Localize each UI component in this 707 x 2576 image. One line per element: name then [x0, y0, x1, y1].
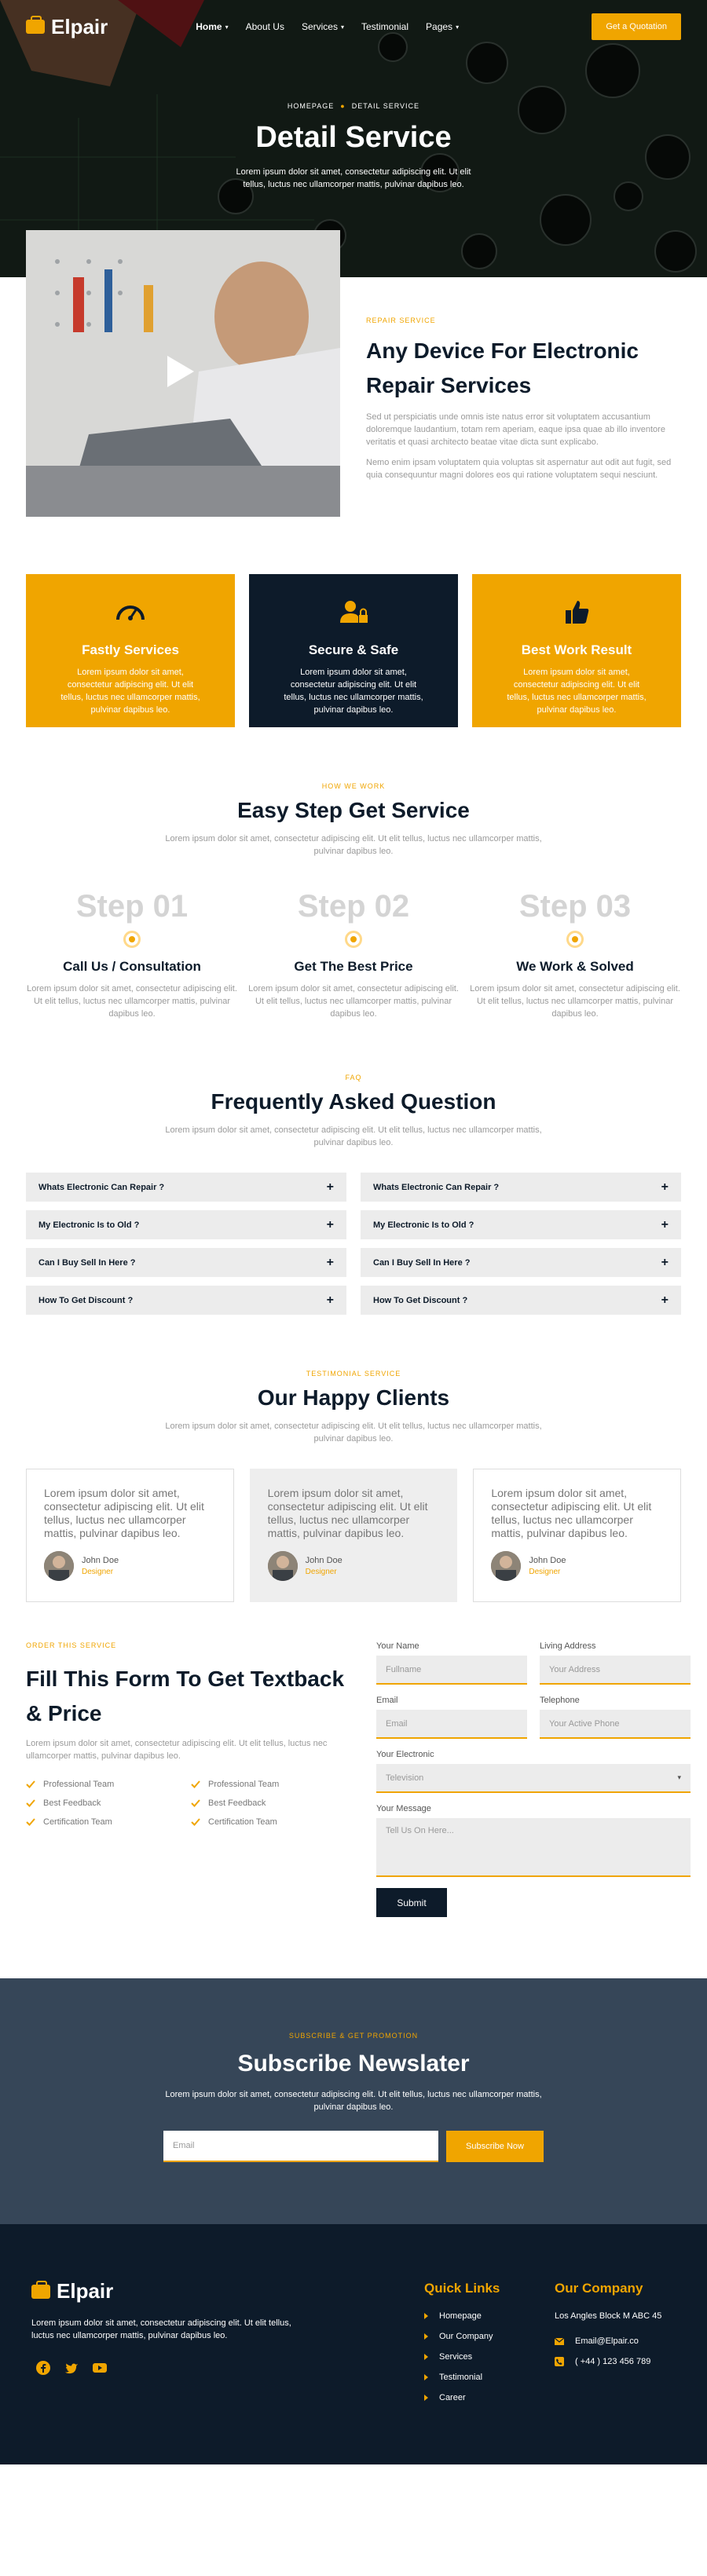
caret-right-icon [424, 2395, 428, 2401]
brand-logo[interactable] [26, 15, 108, 39]
name-label: Your Name [376, 1641, 419, 1651]
faq-item[interactable] [361, 1286, 681, 1315]
step-item [247, 889, 460, 1020]
company-phone[interactable]: ( +44 ) 123 456 789 [555, 2351, 661, 2372]
order-section [0, 1641, 707, 1917]
step-item [469, 889, 681, 1020]
steps-title: Easy Step Get Service [237, 798, 470, 822]
nav-item-about[interactable]: About Us [245, 21, 284, 32]
toolbox-icon [26, 20, 45, 34]
chevron-down-icon: ▾ [225, 23, 229, 31]
social-links [36, 2361, 107, 2375]
plus-icon: + [661, 1255, 669, 1269]
author-name: John Doe [529, 1556, 566, 1565]
testimonial-card [26, 1469, 234, 1602]
check-icon [26, 1780, 35, 1788]
check-icon [191, 1799, 200, 1807]
plus-icon: + [326, 1255, 334, 1269]
faq-section [0, 1074, 707, 1315]
youtube-icon[interactable] [93, 2361, 107, 2375]
order-form [376, 1641, 691, 1917]
step-text: Lorem ipsum dolor sit amet, consectetur adipiscing elit. Ut elit tellus, luctus nec ullamcorper mattis, pulvinar dapibus leo. [470, 984, 680, 1019]
chevron-down-icon: ▾ [456, 23, 460, 31]
chevron-down-icon: ▾ [340, 23, 344, 31]
submit-button[interactable]: Submit [376, 1888, 447, 1917]
subscribe-form [0, 2131, 707, 2162]
faq-header [0, 1074, 707, 1149]
steps-section [0, 782, 707, 1020]
breadcrumb-current: DETAIL SERVICE [351, 102, 420, 110]
feature-text: Lorem ipsum dolor sit amet, consectetur adipiscing elit. Ut elit tellus, luctus nec ullamcorper mattis, pulvinar dapibus leo. [507, 668, 647, 715]
plus-icon: + [326, 1293, 334, 1307]
newsletter-email-input[interactable]: Email [163, 2131, 438, 2162]
about-paragraph-2: Nemo enim ipsam voluptatem quia voluptas sit aspernatur aut odit aut fugit, sed quia consequuntur magni dolores eos qui ratione voluptatem sequi nesciunt. [366, 458, 672, 480]
faq-question: Can I Buy Sell In Here ? [373, 1257, 471, 1268]
author-name: John Doe [82, 1556, 119, 1565]
order-info [26, 1641, 356, 1917]
footer-link[interactable]: Services [424, 2347, 500, 2367]
testimonial-card [250, 1469, 458, 1602]
breadcrumb-separator-icon: ● [340, 102, 346, 110]
steps-text: Lorem ipsum dolor sit amet, consectetur adipiscing elit. Ut elit tellus, luctus nec ullamcorper mattis, pulvinar dapibus leo. [165, 834, 542, 856]
hero-subtitle: Lorem ipsum dolor sit amet, consectetur adipiscing elit. Ut elit tellus, luctus nec ullamcorper mattis, pulvinar dapibus leo. [236, 167, 471, 189]
testimonials-tag: TESTIMONIAL SERVICE [306, 1370, 401, 1378]
order-title: Fill This Form To Get Textback & Price [26, 1667, 345, 1725]
subscribe-button[interactable]: Subscribe Now [446, 2131, 544, 2162]
plus-icon: + [661, 1293, 669, 1307]
check-icon [191, 1818, 200, 1826]
newsletter-tag: SUBSCRIBE & GET PROMOTION [288, 2032, 419, 2040]
checklist-item: Certification Team [26, 1817, 191, 1827]
faq-item[interactable] [361, 1173, 681, 1202]
footer-brand-name: Elpair [57, 2279, 114, 2303]
author-role: Designer [82, 1568, 114, 1576]
author-role: Designer [305, 1568, 337, 1576]
avatar [44, 1551, 74, 1581]
steps-list [0, 889, 707, 1020]
checklist-item: Certification Team [191, 1817, 356, 1827]
steps-header [0, 782, 707, 858]
caret-right-icon [424, 2354, 428, 2360]
breadcrumb [0, 102, 707, 110]
step-title: We Work & Solved [516, 959, 634, 974]
company-address: Los Angles Block M ABC 45 [555, 2311, 662, 2321]
faq-question: Can I Buy Sell In Here ? [38, 1257, 136, 1268]
quick-links [424, 2281, 500, 2408]
testimonials-header [0, 1370, 707, 1445]
address-input[interactable]: Your Address [540, 1656, 691, 1685]
step-number: Step 01 [75, 889, 189, 924]
about-title: Any Device For Electronic Repair Services [366, 338, 639, 397]
step-text: Lorem ipsum dolor sit amet, consectetur adipiscing elit. Ut elit tellus, luctus nec ullamcorper mattis, pulvinar dapibus leo. [27, 984, 237, 1019]
author-name: John Doe [305, 1556, 343, 1565]
hero-content [0, 102, 707, 191]
avatar [491, 1551, 521, 1581]
faq-question: My Electronic Is to Old ? [38, 1220, 140, 1230]
step-item [26, 889, 238, 1020]
newsletter-text: Lorem ipsum dolor sit amet, consectetur adipiscing elit. Ut elit tellus, luctus nec ullamcorper mattis, pulvinar dapibus leo. [165, 2090, 542, 2112]
order-text: Lorem ipsum dolor sit amet, consectetur adipiscing elit. Ut elit tellus, luctus nec ullamcorper mattis, pulvinar dapibus leo. [26, 1739, 328, 1761]
nav-item-services[interactable]: Services ▾ [301, 21, 344, 32]
company-title: Our Company [555, 2281, 643, 2296]
nav-menu [196, 21, 459, 32]
feature-checklist [26, 1780, 356, 1827]
thumbs-up-icon [561, 599, 592, 624]
phone-input[interactable]: Your Active Phone [540, 1710, 691, 1739]
step-dot-icon [123, 931, 141, 948]
check-icon [26, 1818, 35, 1826]
feature-title: Fastly Services [82, 642, 179, 657]
step-dot-icon [566, 931, 584, 948]
phone-label: Telephone [540, 1696, 580, 1705]
testimonials-title: Our Happy Clients [257, 1385, 450, 1410]
message-label: Your Message [376, 1804, 431, 1813]
footer-about: Lorem ipsum dolor sit amet, consectetur adipiscing elit. Ut elit tellus, luctus nec ullamcorper mattis, pulvinar dapibus leo. [31, 2318, 291, 2340]
page-title: Detail Service [255, 121, 452, 154]
newsletter-title: Subscribe Newslater [237, 2051, 470, 2077]
technician-video-thumbnail[interactable] [26, 230, 340, 517]
play-icon [167, 356, 194, 387]
faq-question: How To Get Discount ? [38, 1295, 134, 1305]
testimonials-text: Lorem ipsum dolor sit amet, consectetur adipiscing elit. Ut elit tellus, luctus nec ullamcorper mattis, pulvinar dapibus leo. [165, 1422, 542, 1444]
testimonial-quote: Lorem ipsum dolor sit amet, consectetur adipiscing elit. Ut elit tellus, luctus nec ullamcorper mattis, pulvinar dapibus leo. [44, 1487, 204, 1539]
brand-name: Elpair [51, 14, 108, 38]
plus-icon: + [661, 1217, 669, 1231]
step-number: Step 03 [518, 889, 632, 924]
chevron-down-icon: ▾ [677, 1773, 681, 1781]
step-number: Step 02 [297, 889, 410, 924]
checklist-item: Best Feedback [26, 1798, 191, 1808]
nav-item-home[interactable]: Home ▾ [196, 21, 229, 32]
feature-title: Secure & Safe [308, 642, 399, 657]
about-text [366, 317, 680, 481]
testimonial-quote: Lorem ipsum dolor sit amet, consectetur adipiscing elit. Ut elit tellus, luctus nec ullamcorper mattis, pulvinar dapibus leo. [491, 1487, 652, 1539]
caret-right-icon [424, 2374, 428, 2380]
testimonial-card [473, 1469, 681, 1602]
feature-card [472, 574, 681, 727]
feature-text: Lorem ipsum dolor sit amet, consectetur adipiscing elit. Ut elit tellus, luctus nec ullamcorper mattis, pulvinar dapibus leo. [284, 668, 423, 715]
step-dot-icon [345, 931, 362, 948]
check-icon [26, 1799, 35, 1807]
mail-icon [555, 2338, 564, 2345]
testimonials-section [0, 1370, 707, 1602]
faq-item[interactable] [26, 1173, 346, 1202]
company-info [555, 2281, 661, 2372]
order-tag: ORDER THIS SERVICE [26, 1641, 117, 1649]
check-icon [191, 1780, 200, 1788]
breadcrumb-home[interactable]: HOMEPAGE [287, 102, 335, 110]
faq-question: Whats Electronic Can Repair ? [38, 1182, 165, 1192]
features-section [0, 574, 707, 727]
footer-logo[interactable] [31, 2279, 113, 2303]
faq-item[interactable] [26, 1248, 346, 1277]
plus-icon: + [661, 1180, 669, 1194]
faq-column-right [361, 1173, 681, 1315]
footer-link[interactable]: Our Company [424, 2326, 500, 2347]
checklist-item: Best Feedback [191, 1798, 356, 1808]
testimonial-author [268, 1551, 440, 1581]
company-email[interactable]: Email@Elpair.co [555, 2331, 661, 2351]
phone-icon [555, 2357, 564, 2366]
caret-right-icon [424, 2333, 428, 2340]
nav-item-testimonial[interactable]: Testimonial [361, 21, 409, 32]
testimonial-list [0, 1469, 707, 1602]
speedometer-icon [115, 599, 146, 624]
faq-question: My Electronic Is to Old ? [373, 1220, 474, 1230]
faq-tag: FAQ [345, 1074, 362, 1081]
nav-item-pages[interactable]: Pages ▾ [426, 21, 460, 32]
steps-tag: HOW WE WORK [321, 782, 386, 790]
electronic-select[interactable] [376, 1764, 691, 1793]
about-tag: REPAIR SERVICE [366, 317, 436, 324]
footer-link[interactable]: Career [424, 2388, 500, 2408]
faq-question: Whats Electronic Can Repair ? [373, 1182, 500, 1192]
footer-link[interactable]: Homepage [424, 2306, 500, 2326]
faq-question: How To Get Discount ? [373, 1295, 468, 1305]
main-nav [26, 13, 681, 41]
faq-column-left [26, 1173, 346, 1315]
plus-icon: + [326, 1217, 334, 1231]
email-input[interactable]: Email [376, 1710, 527, 1739]
message-textarea[interactable]: Tell Us On Here... [376, 1818, 691, 1877]
about-paragraph-1: Sed ut perspiciatis unde omnis iste natus error sit voluptatem accusantium doloremque laudantium, totam rem aperiam, eaque ipsa quae ab illo inventore veritatis et quasi architecto beatae vitae dicta sunt explicabo. [366, 412, 665, 447]
electronic-label: Your Electronic [376, 1750, 434, 1759]
faq-list [0, 1173, 707, 1315]
feature-title: Best Work Result [521, 642, 632, 657]
electronic-selected-value: Television [386, 1773, 424, 1783]
testimonial-quote: Lorem ipsum dolor sit amet, consectetur adipiscing elit. Ut elit tellus, luctus nec ullamcorper mattis, pulvinar dapibus leo. [267, 1487, 428, 1539]
feature-text: Lorem ipsum dolor sit amet, consectetur adipiscing elit. Ut elit tellus, luctus nec ullamcorper mattis, pulvinar dapibus leo. [60, 668, 200, 715]
about-section [0, 277, 707, 591]
address-label: Living Address [540, 1641, 596, 1651]
twitter-icon[interactable] [64, 2361, 79, 2375]
checklist-item: Professional Team [26, 1780, 191, 1789]
faq-title: Frequently Asked Question [211, 1089, 496, 1114]
faq-item[interactable] [361, 1248, 681, 1277]
facebook-icon[interactable] [36, 2361, 50, 2375]
newsletter-section [0, 1978, 707, 2224]
footer-link[interactable]: Testimonial [424, 2367, 500, 2388]
faq-text: Lorem ipsum dolor sit amet, consectetur adipiscing elit. Ut elit tellus, luctus nec ullamcorper mattis, pulvinar dapibus leo. [165, 1125, 542, 1147]
faq-item[interactable] [26, 1210, 346, 1239]
user-lock-icon [338, 599, 369, 624]
toolbox-icon [31, 2285, 50, 2299]
step-title: Get The Best Price [294, 959, 413, 974]
email-label: Email [376, 1696, 398, 1705]
feature-card [249, 574, 458, 727]
feature-card [26, 574, 235, 727]
caret-right-icon [424, 2313, 428, 2319]
faq-item[interactable] [361, 1210, 681, 1239]
author-role: Designer [529, 1568, 561, 1576]
footer [0, 2224, 707, 2464]
plus-icon: + [326, 1180, 334, 1194]
faq-item[interactable] [26, 1286, 346, 1315]
fullname-input[interactable]: Fullname [376, 1656, 527, 1685]
testimonial-author [491, 1551, 663, 1581]
get-quotation-button[interactable]: Get a Quotation [592, 13, 681, 40]
quick-links-title: Quick Links [424, 2281, 500, 2296]
step-title: Call Us / Consultation [63, 959, 201, 974]
avatar [268, 1551, 298, 1581]
checklist-item: Professional Team [191, 1780, 356, 1789]
testimonial-author [44, 1551, 216, 1581]
step-text: Lorem ipsum dolor sit amet, consectetur adipiscing elit. Ut elit tellus, luctus nec ullamcorper mattis, pulvinar dapibus leo. [248, 984, 459, 1019]
